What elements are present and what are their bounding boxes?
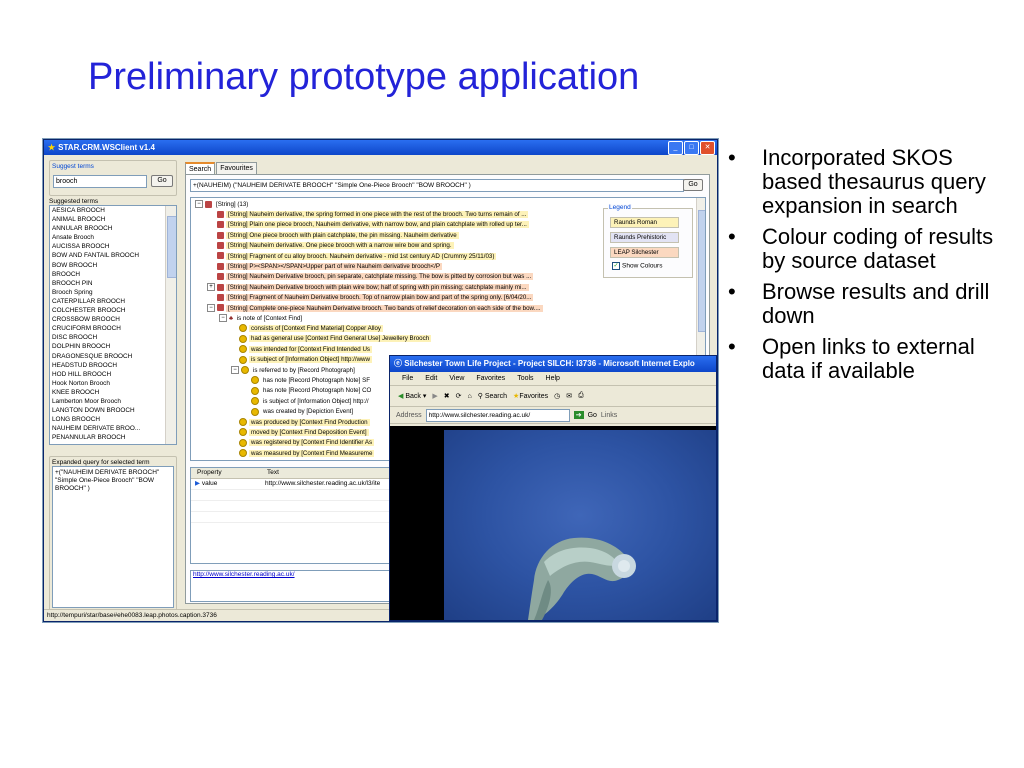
property-node-text: was intended for [Context Find Intended Us	[251, 345, 371, 353]
result-node-text: [String] P><SPAN></SPAN>Upper part of wire Nauheim derivative brooch</P	[228, 263, 440, 270]
result-node-text: [String] Nauheim Derivative brooch, pin separate, catchplate missing. The bow is pitted by corrosion but was ...	[228, 273, 532, 281]
result-node[interactable]	[207, 272, 533, 282]
term-list-item[interactable]: KNEE BROOCH	[52, 388, 100, 396]
suggested-terms-label: Suggested terms	[49, 198, 99, 205]
term-list-item[interactable]: Lamberton Moor Brooch	[52, 397, 121, 405]
bullet-list	[722, 146, 1012, 390]
term-list-item[interactable]: CRUCIFORM BROOCH	[52, 325, 121, 333]
term-list-item[interactable]: HEADSTUD BROOCH	[52, 361, 117, 369]
book-icon	[217, 273, 224, 280]
term-list-item[interactable]: HOD HILL BROOCH	[52, 370, 112, 378]
property-node[interactable]	[251, 407, 355, 417]
back-button[interactable]: ◀ Back ▾	[398, 393, 427, 400]
property-node[interactable]	[251, 397, 371, 407]
result-node[interactable]	[207, 293, 533, 303]
result-node-text: [String] Complete one-piece Nauheim Derivative brooch. Two bands of relief decoration on each side of the bow....	[228, 304, 541, 312]
term-list-item[interactable]: CATERPILLAR BROOCH	[52, 297, 126, 305]
property-node-text: was measured by [Context Find Measureme	[251, 449, 373, 457]
col-text: Text	[267, 469, 279, 476]
property-node-text: is referred to by [Record Photograph]	[253, 366, 355, 374]
book-icon	[217, 232, 224, 239]
property-node[interactable]	[231, 366, 357, 376]
property-node-icon	[251, 387, 259, 395]
book-icon	[217, 211, 224, 218]
legend-item-raunds-roman: Raunds Roman	[610, 217, 679, 228]
app-star-icon: ★	[48, 143, 56, 152]
book-icon	[217, 304, 224, 311]
term-search-input[interactable]: brooch	[53, 175, 147, 188]
term-list-item[interactable]: Hook Norton Brooch	[52, 379, 110, 387]
term-list-item[interactable]: Brooch Spring	[52, 288, 93, 296]
favorites-label: Favorites	[519, 393, 549, 400]
property-node-icon	[251, 408, 259, 416]
result-node[interactable]	[207, 210, 528, 220]
checkmark-icon: ✓	[613, 263, 619, 269]
result-node[interactable]	[207, 304, 543, 314]
result-node-text: [String] Nauheim derivative, the spring formed in one piece with the rest of the brooch. Two turns remain of ...	[228, 211, 527, 218]
result-node-text: [String] Fragment of Nauheim Derivative brooch. Top of narrow plain bow and part of the spring only. [6/04/20...	[228, 294, 532, 302]
property-node-icon	[251, 376, 259, 384]
browser-content	[390, 426, 716, 620]
property-node-text: was created by [Depiction Event]	[263, 408, 354, 416]
term-list-item[interactable]: AESICA BROOCH	[52, 207, 105, 214]
brooch-image	[444, 430, 716, 620]
book-icon	[217, 263, 224, 270]
property-node-text: has note [Record Photograph Note] SF	[263, 377, 370, 384]
property-node-text: consists of [Context Find Material] Copper Alloy	[251, 325, 381, 332]
tree-root-node[interactable]	[195, 200, 250, 210]
term-list-item[interactable]: DISC BROOCH	[52, 334, 98, 342]
property-node-text: was produced by [Context Find Production	[251, 418, 368, 426]
home-icon[interactable]: ⌂	[467, 392, 472, 400]
go-arrow-icon[interactable]: ➔	[575, 412, 582, 419]
term-list-item[interactable]: BOW BROOCH	[52, 261, 98, 269]
stop-icon[interactable]: ✖	[443, 393, 450, 400]
back-arrow-icon: ◀	[398, 393, 404, 400]
property-node[interactable]	[251, 386, 373, 396]
forward-arrow-icon[interactable]: ▶	[432, 393, 438, 400]
result-node-text: [String] Nauheim derivative. One piece brooch with a narrow wire bow and spring.	[228, 242, 452, 250]
result-node-text: [String] Fragment of cu alloy brooch. Nauheim derivative - mid 1st century AD (Crummy 25/11/03)	[228, 252, 495, 260]
collapse-icon[interactable]: −	[195, 200, 203, 208]
pottery-icon: ♣	[229, 315, 234, 322]
back-label: Back	[405, 393, 421, 400]
book-icon	[217, 252, 224, 259]
bullet-item: • Open links to external data if available	[722, 335, 1012, 383]
bullet-item: • Browse results and drill down	[722, 280, 1012, 328]
search-icon: ⚲	[477, 393, 483, 400]
browser-toolbar	[390, 386, 716, 407]
book-icon	[217, 284, 224, 291]
window-controls	[668, 141, 715, 155]
property-node-icon	[239, 324, 247, 332]
suggest-go-button[interactable]: Go	[151, 175, 173, 187]
book-icon	[217, 221, 224, 228]
property-node-text: had as general use [Context Find General Use] Jewellery Brooch	[251, 335, 430, 343]
property-node-icon	[239, 356, 247, 364]
property-node[interactable]	[239, 418, 370, 428]
row-pointer-icon: ▶	[195, 480, 200, 487]
query-go-button[interactable]: Go	[683, 179, 703, 191]
term-list-item[interactable]: BROOCH PIN	[52, 279, 93, 287]
property-node-icon	[239, 335, 247, 343]
menu-view[interactable]: View	[449, 375, 465, 382]
property-node-icon	[251, 397, 259, 405]
search-label: Search	[484, 393, 508, 400]
property-node-icon	[239, 449, 247, 457]
property-node-icon	[239, 439, 247, 447]
mail-icon[interactable]: ✉	[566, 393, 573, 400]
term-list-item[interactable]: PENANNULAR BROOCH	[52, 434, 126, 442]
property-node-icon	[239, 418, 247, 426]
external-link[interactable]: http://www.silchester.reading.ac.uk/	[193, 571, 295, 578]
property-node[interactable]	[239, 324, 383, 334]
collapse-icon[interactable]: −	[231, 366, 239, 374]
property-node-text: has note [Record Photograph Note] CO	[263, 387, 372, 395]
text-cell: http://www.silchester.reading.ac.uk/l3/ite	[265, 480, 381, 487]
show-colours-checkbox[interactable]	[612, 262, 662, 270]
is-note-of-node-text: is note of [Context Find]	[236, 315, 303, 322]
legend-item-leap-silchester: LEAP Silchester	[610, 247, 679, 258]
show-colours-label: Show Colours	[622, 262, 663, 270]
term-list-item[interactable]: AUCISSA BROOCH	[52, 243, 110, 251]
property-node[interactable]	[251, 376, 372, 386]
property-node[interactable]	[239, 355, 372, 365]
expanded-query-group	[49, 456, 177, 614]
print-icon[interactable]: ⎙	[578, 392, 584, 399]
address-label: Address	[396, 411, 422, 419]
term-list-item[interactable]: Ansate Brooch	[52, 234, 94, 242]
query-input[interactable]: +(NAUHEIM) ("NAUHEIM DERIVATE BROOCH" "Simple One-Piece Brooch" "BOW BROOCH" )	[190, 179, 684, 192]
address-go-button[interactable]: Go	[587, 411, 597, 419]
links-button[interactable]: Links	[600, 411, 618, 419]
term-list-item[interactable]: DRAGONESQUE BROOCH	[52, 352, 133, 360]
maximize-icon[interactable]: □	[684, 141, 699, 155]
minimize-icon[interactable]: _	[668, 141, 683, 155]
term-list-item[interactable]: COLCHESTER BROOCH	[52, 307, 126, 315]
term-list-item[interactable]: LANGTON DOWN BROOCH	[52, 407, 135, 415]
property-node-icon	[239, 428, 247, 436]
terms-scrollbar[interactable]	[165, 206, 176, 444]
menu-edit[interactable]: Edit	[425, 375, 438, 382]
tree-root-node-text: [String] (13)	[216, 201, 249, 208]
property-node-text: moved by [Context Find Deposition Event]	[251, 429, 367, 436]
property-node[interactable]	[239, 334, 431, 344]
result-node[interactable]	[207, 252, 496, 262]
suggest-label: Suggest terms	[52, 163, 94, 170]
book-icon	[217, 242, 224, 249]
term-list-item[interactable]: CROSSBOW BROOCH	[52, 316, 120, 324]
browser-title-text: Silchester Town Life Project - Project SILCH: I3736 - Microsoft Internet Explo	[404, 359, 695, 368]
close-icon[interactable]: ✕	[700, 141, 715, 155]
result-node-text: [String] One piece brooch with plain catchplate, the pin missing. Nauheim derivative	[228, 231, 457, 239]
tab-favourites[interactable]: Favourites	[216, 162, 257, 174]
address-input[interactable]: http://www.silchester.reading.ac.uk/	[426, 409, 570, 422]
collapse-icon[interactable]: −	[207, 304, 215, 312]
menu-tools[interactable]: Tools	[517, 375, 534, 382]
result-node-text: [String] Nauheim Derivative brooch with plain wire bow; half of spring with pin missing; catchplate mainly mi...	[228, 283, 527, 291]
property-node-text: was registered by [Context Find Identifier As	[251, 439, 373, 447]
term-list-item[interactable]: NAUHEIM DERIVATE BROO...	[52, 425, 141, 433]
suggest-group	[49, 160, 177, 196]
ie-logo-icon: ⓔ	[394, 359, 405, 368]
left-pane	[49, 160, 177, 600]
brooch-photo	[444, 430, 716, 620]
property-node[interactable]	[239, 345, 372, 355]
property-node-text: is subject of [Information Object] http://	[263, 397, 369, 405]
book-icon	[217, 294, 224, 301]
property-node[interactable]	[239, 428, 369, 438]
property-node[interactable]	[239, 449, 374, 459]
property-node-icon	[241, 366, 249, 374]
favorites-button[interactable]	[513, 392, 548, 400]
property-node[interactable]	[239, 438, 374, 448]
property-value: value	[201, 480, 218, 487]
term-list-item[interactable]: LONG BROOCH	[52, 416, 100, 424]
tab-strip	[185, 162, 710, 174]
property-node-text: is subject of [Information Object] http://www	[251, 356, 370, 364]
suggested-terms-list[interactable]	[49, 205, 177, 445]
slide-title: Preliminary prototype application	[88, 56, 640, 98]
expand-icon[interactable]: +	[207, 283, 215, 291]
term-list-item[interactable]: BOW AND FANTAIL BROOCH	[52, 252, 139, 260]
browser-menubar	[390, 372, 716, 386]
status-bar: http://tempuri/star/base#ehe0083.leap.photos.caption.3736	[44, 609, 718, 621]
refresh-icon[interactable]: ⟳	[455, 393, 462, 400]
search-button[interactable]	[478, 392, 507, 400]
app-titlebar	[44, 140, 717, 155]
result-node[interactable]	[207, 283, 529, 293]
result-node[interactable]	[207, 231, 459, 241]
menu-favorites[interactable]: Favorites	[476, 375, 506, 382]
property-node-icon	[239, 345, 247, 353]
browser-title	[390, 356, 716, 372]
book-icon	[205, 201, 212, 208]
term-list-item[interactable]: ANIMAL BROOCH	[52, 216, 106, 224]
legend-title: Legend	[609, 204, 631, 211]
is-note-of-node[interactable]	[219, 314, 304, 324]
expanded-query-label: Expanded query for selected term	[52, 459, 150, 466]
legend-item-raunds-prehistoric: Raunds Prehistoric	[610, 232, 679, 243]
collapse-icon[interactable]: −	[219, 314, 227, 322]
star-icon: ★	[513, 393, 520, 400]
result-node[interactable]	[207, 220, 529, 230]
browser-window	[389, 355, 717, 621]
history-icon[interactable]: ◷	[554, 393, 561, 400]
bullet-item: • Incorporated SKOS based thesaurus query expansion in search	[722, 146, 1012, 218]
tab-search[interactable]: Search	[185, 162, 215, 174]
menu-help[interactable]: Help	[545, 375, 560, 382]
result-node[interactable]	[207, 262, 442, 272]
menu-file[interactable]: File	[402, 375, 414, 382]
address-bar	[390, 407, 716, 424]
result-node[interactable]	[207, 241, 454, 251]
result-node-text: [String] Plain one piece brooch, Nauheim derivative, with narrow bow, and plain catchplate with rolled up ter...	[228, 221, 527, 229]
expanded-query-text[interactable]: +("NAUHEIM DERIVATE BROOCH" "Simple One-Piece Brooch" "BOW BROOCH" )	[52, 466, 174, 608]
term-list-item[interactable]: ANNULAR BROOCH	[52, 225, 113, 233]
property-cell	[191, 479, 259, 489]
app-title: STAR.CRM.WSClient v1.4	[58, 143, 155, 152]
term-list-item[interactable]: DOLPHIN BROOCH	[52, 343, 111, 351]
col-property: Property	[197, 469, 222, 476]
bullet-item: • Colour coding of results by source dataset	[722, 225, 1012, 273]
term-list-item[interactable]: BROOCH	[52, 270, 81, 278]
legend-box	[603, 204, 693, 278]
